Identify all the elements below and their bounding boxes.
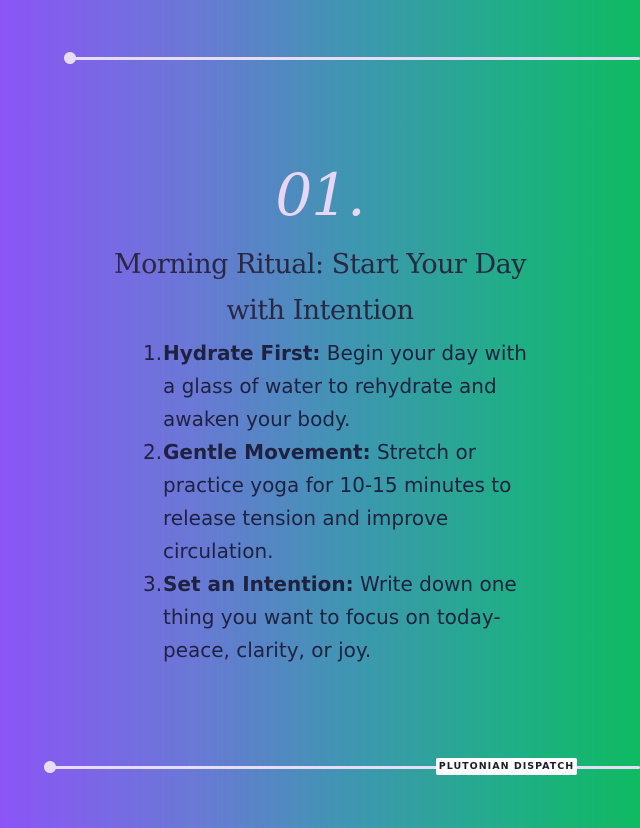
- list-item-text: Begin your day with a glass of water to rehydrate and awaken your body.: [163, 341, 527, 431]
- list-item-heading: Gentle Movement:: [163, 440, 371, 464]
- list-item-heading: Hydrate First:: [163, 341, 321, 365]
- top-divider-dot: [64, 52, 76, 64]
- list-item-text: Stretch or practice yoga for 10-15 minutes to release tension and improve circulation.: [163, 440, 512, 563]
- list-item-number: 2.: [143, 440, 163, 464]
- top-divider-line: [70, 57, 640, 60]
- list-item: [143, 436, 533, 568]
- ritual-list: [143, 337, 533, 667]
- title-line-2: with Intention: [226, 295, 414, 327]
- list-item-text: Write down one thing you want to focus on today-peace, clarity, or joy.: [163, 572, 517, 662]
- bottom-divider-dot: [44, 761, 56, 773]
- section-number: 01.: [275, 161, 365, 229]
- brand-badge: PLUTONIAN DISPATCH: [436, 758, 577, 775]
- list-item-number: 1.: [143, 341, 163, 365]
- page-title: [60, 242, 580, 334]
- list-item: [143, 568, 533, 667]
- list-item: [143, 337, 533, 436]
- list-item-heading: Set an Intention:: [163, 572, 354, 596]
- list-item-number: 3.: [143, 572, 163, 596]
- title-line-1: Morning Ritual: Start Your Day: [113, 249, 527, 281]
